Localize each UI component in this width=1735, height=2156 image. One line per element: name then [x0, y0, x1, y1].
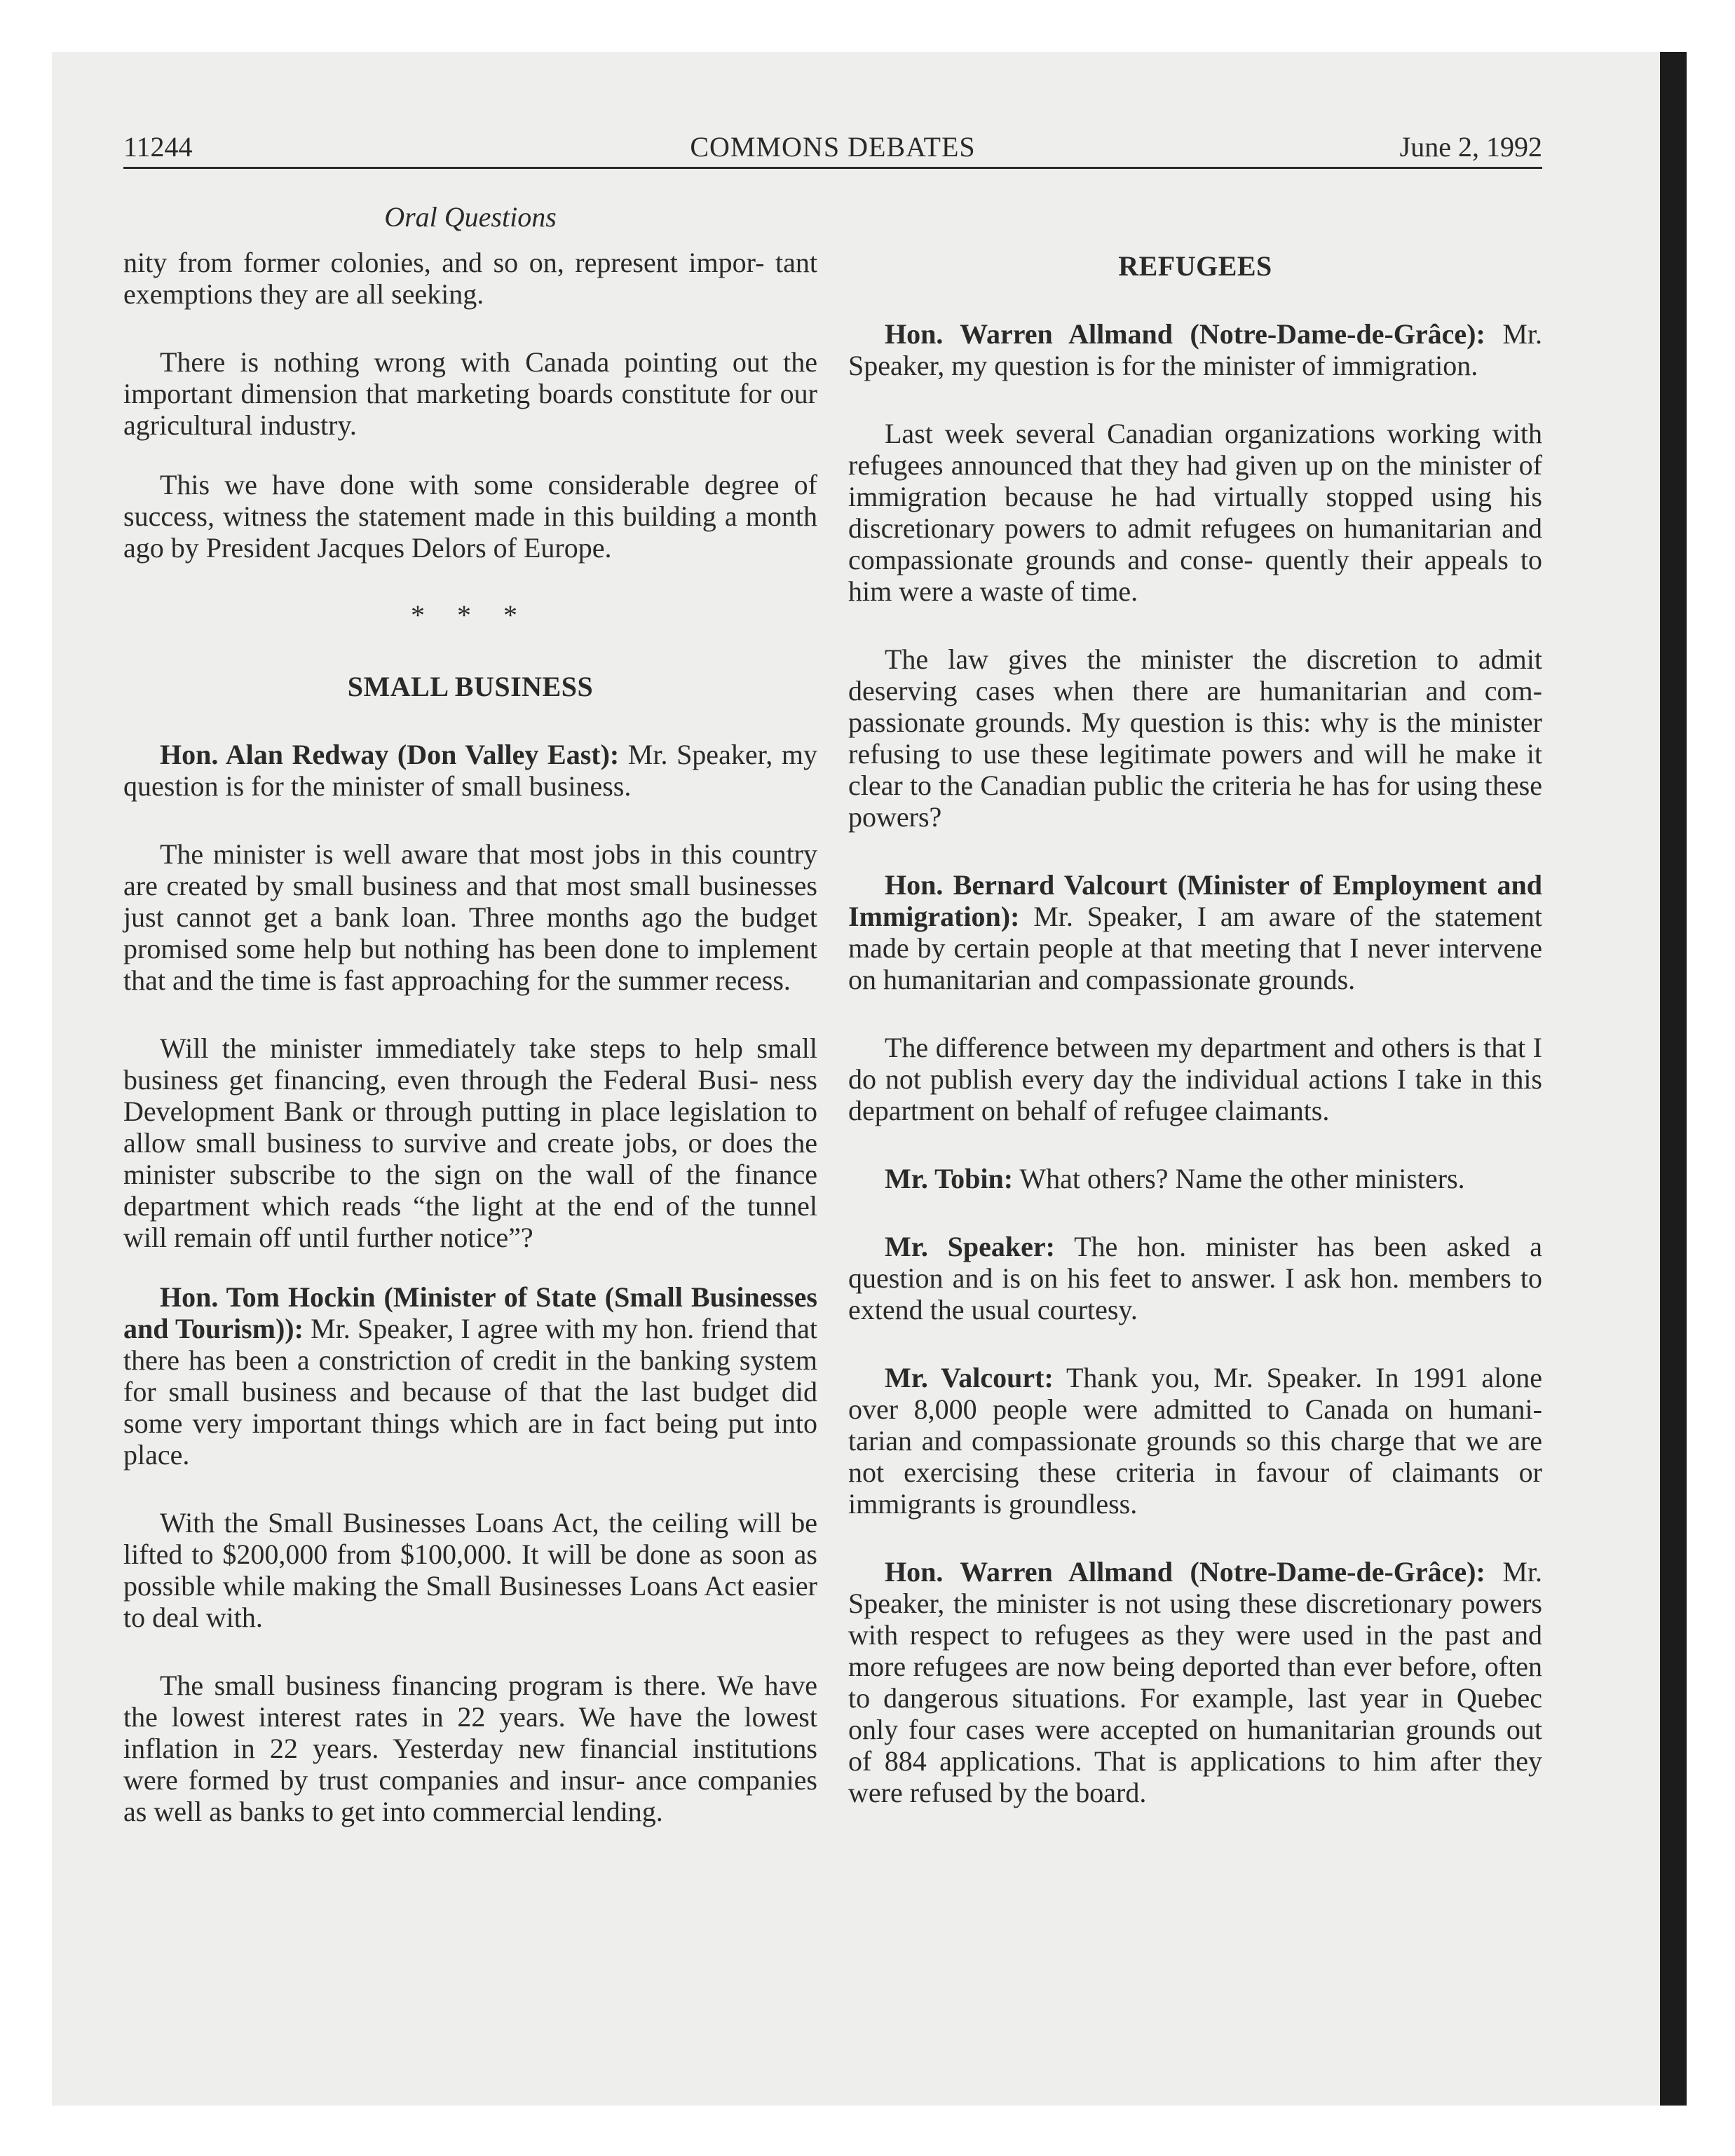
- paragraph: nity from former colonies, and so on, represent impor- tant exemptions they are all seeking.: [123, 247, 817, 310]
- speech-paragraph: [848, 1362, 1542, 1520]
- paragraph: There is nothing wrong with Canada pointing out the important dimension that marketing boards constitute for our agricultural industry.: [123, 346, 817, 441]
- speaker-name: Mr. Speaker:: [885, 1231, 1055, 1262]
- speaker-name: Hon. Alan Redway (Don Valley East):: [160, 739, 620, 770]
- page-header: [123, 126, 1542, 168]
- paragraph: Will the minister immediately take steps to help small business get financing, even through the Federal Busi- ness Development Bank or through putting in place legislation to allow small business to survive and create jobs, or does the minister subscribe to the sign on the wall of the finance department which reads “the light at the end of the tunnel will remain off until further notice”?: [123, 1032, 817, 1253]
- speech-text: Mr. Speaker, my question is for the minister of immigration.: [848, 318, 1542, 381]
- section-separator: * * *: [411, 599, 530, 631]
- section-heading: REFUGEES: [1118, 250, 1272, 282]
- speech-text: Mr. Speaker, I am aware of the statement made by certain people at that meeting that I never intervene on humanitarian and compassionate grounds.: [848, 901, 1542, 995]
- speech-text: What others? Name the other ministers.: [1013, 1163, 1465, 1194]
- speech-paragraph: [848, 318, 1542, 381]
- speech-paragraph: [848, 1556, 1542, 1808]
- paragraph: Last week several Canadian organizations working with refugees announced that they had given up on the minister of immigration because he had virtually stopped using his discretionary powers to admit refugees on humanitarian and compassionate grounds and conse- quently their appeals to him were a waste of time.: [848, 418, 1542, 607]
- paragraph: The law gives the minister the discretion to admit deserving cases when there are humanitarian and com- passionate grounds. My question is this: why is the minister refusing to use these legitimate powers and will he make it clear to the Canadian public the criteria he has for using these powers?: [848, 643, 1542, 833]
- right-column: [848, 247, 1542, 1841]
- publication-title: COMMONS DEBATES: [690, 131, 976, 163]
- speaker-name: Hon. Tom Hockin (Minister of State (Small Businesses and Tourism)):: [123, 1281, 817, 1344]
- speech-text: The hon. minister has been asked a question and is on his feet to answer. I ask hon. members to extend the usual courtesy.: [848, 1231, 1542, 1325]
- paragraph: The difference between my department and others is that I do not publish every day the individual actions I take in this department on behalf of refugee claimants.: [848, 1032, 1542, 1126]
- speech-text: Mr. Speaker, I agree with my hon. friend that there has been a constriction of credit in the banking system for small business and because of that the last budget did some very important things which are in fact being put into place.: [123, 1313, 817, 1471]
- speech-text: Mr. Speaker, the minister is not using these discretionary powers with respect to refugees as they were used in the past and more refugees are now being deported than ever before, often to dangerous situations. For example, last year in Quebec only four cases were accepted on humanitarian grounds out of 884 applications. That is applications to him after they were refused by the board.: [848, 1556, 1542, 1808]
- speech-paragraph: [848, 1231, 1542, 1325]
- speech-paragraph: [848, 1163, 1542, 1194]
- paragraph: This we have done with some considerable degree of success, witness the statement made in this building a month ago by President Jacques Delors of Europe.: [123, 469, 817, 564]
- speech-paragraph: [848, 869, 1542, 995]
- speech-paragraph: [123, 1281, 817, 1471]
- speaker-name: Hon. Bernard Valcourt (Minister of Employment and Immigration):: [848, 869, 1542, 932]
- speaker-name: Hon. Warren Allmand (Notre-Dame-de-Grâce):: [885, 318, 1485, 350]
- page-number: 11244: [123, 131, 193, 163]
- section-heading: SMALL BUSINESS: [347, 671, 594, 702]
- speaker-name: Mr. Valcourt:: [885, 1362, 1054, 1393]
- paragraph: The small business financing program is there. We have the lowest interest rates in 22 years. We have the lowest inflation in 22 years. Yesterday new financial institutions were formed by trust companies and insur- ance companies as well as banks to get into commercial lending.: [123, 1670, 817, 1827]
- paragraph: With the Small Businesses Loans Act, the ceiling will be lifted to $200,000 from $100,000. It will be done as soon as possible while making the Small Businesses Loans Act easier to deal with.: [123, 1507, 817, 1633]
- left-column: [123, 247, 817, 1860]
- paragraph: The minister is well aware that most jobs in this country are created by small business and that most small businesses just cannot get a bank loan. Three months ago the budget promised some help but nothing has been done to implement that and the time is fast approaching for the summer recess.: [123, 838, 817, 996]
- page-binding-edge: [1660, 52, 1687, 2106]
- speaker-name: Hon. Warren Allmand (Notre-Dame-de-Grâce):: [885, 1556, 1485, 1588]
- speech-text: Thank you, Mr. Speaker. In 1991 alone over 8,000 people were admitted to Canada on humani- tarian and compassionate grounds so this charge that we are not exercising these criteria in favour of claimants or immigrants is groundless.: [848, 1362, 1542, 1520]
- speech-text: Mr. Speaker, my question is for the minister of small business.: [123, 739, 817, 802]
- speech-paragraph: [123, 739, 817, 802]
- publication-date: June 2, 1992: [1399, 131, 1542, 163]
- running-head: Oral Questions: [384, 201, 557, 233]
- speaker-name: Mr. Tobin:: [885, 1163, 1014, 1194]
- header-rule: [123, 167, 1542, 169]
